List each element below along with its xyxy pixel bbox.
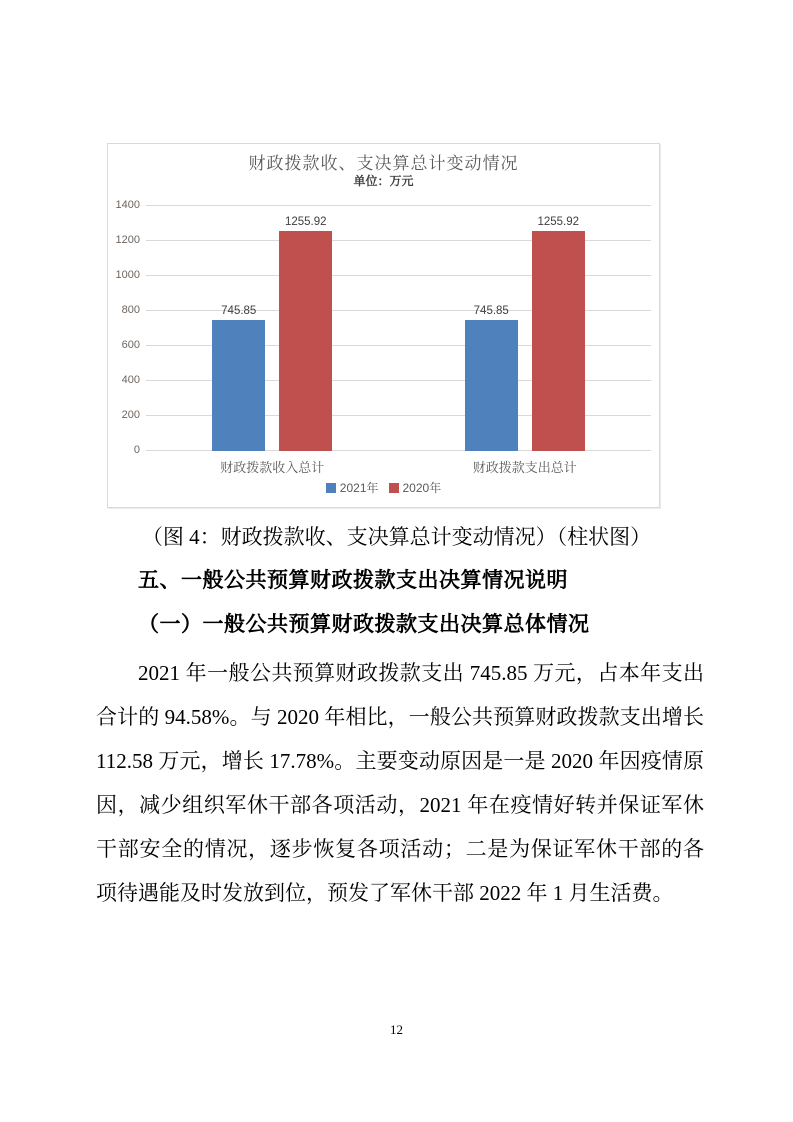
legend-label: 2020年 xyxy=(402,481,442,495)
bar-2020年 xyxy=(532,231,585,451)
bar-wrap xyxy=(279,206,332,451)
bar-group xyxy=(399,206,652,451)
bar-wrap xyxy=(212,206,265,451)
y-axis-tick-label: 600 xyxy=(121,339,140,351)
bar-2021年 xyxy=(465,320,518,451)
bar-data-label: 1255.92 xyxy=(537,216,580,229)
legend-item xyxy=(326,479,379,496)
y-axis-tick-label: 1400 xyxy=(115,199,140,211)
bar-chart xyxy=(107,143,660,508)
chart-plot-area xyxy=(115,199,651,456)
bar-data-label: 745.85 xyxy=(221,305,257,318)
legend-label: 2021年 xyxy=(339,481,379,495)
chart-unit-label: 单位：万元 xyxy=(353,174,414,188)
bar-data-label: 1255.92 xyxy=(284,216,327,229)
body-paragraph: 2021 年一般公共预算财政拨款支出 745.85 万元，占本年支出合计的 94.58%。与 2020 年相比，一般公共预算财政拨款支出增长 112.58 万元，增长 17.78%。主要变动原因是一是 2020 年因疫情原因，减少组织军休干部各项活动，2021 年在疫情好转并保证军休干部安全的情况，逐步恢复各项活动；二是为保证军休干部的各项待遇能及时发放到位，预发了军休干部 2022 年 1 月生活费。 xyxy=(96,661,704,905)
y-axis-tick-label: 1000 xyxy=(115,269,140,281)
chart-category-axis xyxy=(146,457,651,476)
bar-wrap xyxy=(465,206,518,451)
category-label: 财政拨款收入总计 xyxy=(220,460,325,475)
bar-data-label: 745.85 xyxy=(473,305,509,318)
page-number: 12 xyxy=(390,1022,403,1037)
y-axis-tick-label: 800 xyxy=(121,304,140,316)
subsection-heading: （一）一般公共预算财政拨款支出决算总体情况 xyxy=(138,612,590,636)
legend-swatch-icon xyxy=(389,483,399,493)
y-axis-tick-label: 0 xyxy=(133,444,140,456)
section-heading: 五、一般公共预算财政拨款支出决算情况说明 xyxy=(138,569,568,592)
bar-wrap xyxy=(532,206,585,451)
y-axis-tick-label: 1200 xyxy=(115,234,140,246)
legend-swatch-icon xyxy=(326,483,336,493)
figure-caption: （图 4：财政拨款收、支决算总计变动情况）（柱状图） xyxy=(141,525,652,549)
legend-item xyxy=(389,479,442,496)
chart-legend xyxy=(108,479,659,496)
bar-2021年 xyxy=(212,320,265,451)
bar-group xyxy=(146,206,399,451)
category-label: 财政拨款支出总计 xyxy=(472,460,577,475)
chart-title: 财政拨款收、支决算总计变动情况 xyxy=(248,154,519,173)
y-axis-tick-label: 200 xyxy=(121,409,140,421)
y-axis-tick-label: 400 xyxy=(121,374,140,386)
bar-2020年 xyxy=(279,231,332,451)
